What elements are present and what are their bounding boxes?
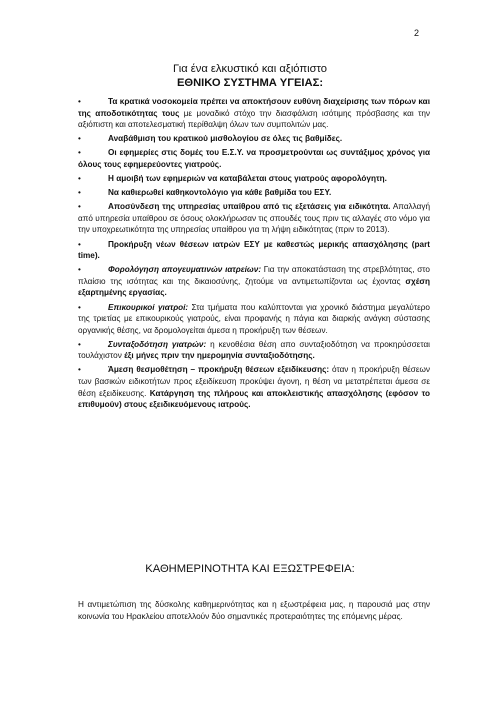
- list-item: • Να καθιερωθεί καθηκοντολόγιο για κάθε βαθμίδα του ΕΣΥ.: [78, 188, 332, 198]
- list-item: • Η αμοιβή των εφημεριών να καταβάλεται στους γιατρούς αφορολόγητη.: [78, 174, 387, 184]
- list-item: • Αναβάθμιση του κρατικού μισθολογίου σε όλες τις βαθμίδες.: [78, 134, 343, 144]
- bullet-icon: •: [78, 202, 81, 212]
- bullet-icon: •: [78, 239, 81, 249]
- bullet-icon: •: [78, 365, 81, 375]
- bullet-list: [78, 96, 430, 413]
- list-item: • Συνταξοδότηση γιατρών: η κενοθέσια θέση απο συνταξιοδότηση να προκηρύσσεται τουλάχιστον έξι μήνες πριν την ημερομηνία συνταξιοδότησης.: [78, 339, 431, 361]
- bullet-icon: •: [78, 97, 81, 106]
- document-title-line-2: ΕΘΝΙΚΟ ΣΥΣΤΗΜΑ ΥΓΕΙΑΣ:: [176, 77, 324, 89]
- bullet-icon: •: [78, 339, 81, 349]
- list-item: • Άμεση θεσμοθέτηση – προκήρυξη θέσεων εξειδίκευσης: όταν η προκήρυξη θέσεων των βασικών ειδικοτήτων προς εξειδίκευση προκύψει άγονη, η θέση να μετατρέπεται άμεσα σε θέση εξειδίκευσης. Κατάργηση της πλήρους και αποκλειστικής απασχόλησης (εφόσον το επιθυμούν) στους εξειδικευόμενους ιατρούς.: [78, 365, 430, 410]
- bullet-icon: •: [78, 188, 81, 198]
- list-item: • Φορολόγηση απογευματινών ιατρείων: Για την αποκατάσταση της στρεβλότητας, στο πλαίσιο της ισότητας και της δικαιοσύνης, ζητούμε να αντιμετωπίζονται ως έχοντας σχέση εξαρτημένης εργασίας.: [78, 265, 430, 298]
- bullet-icon: •: [78, 174, 81, 184]
- list-item: • Αποσύνδεση της υπηρεσίας υπαίθρου από τις εξετάσεις για ειδικότητα. Απαλλαγή από υπηρεσία υπαίθρου σε όσους ολοκλήρωσαν τις σπουδές τους πριν τις αλλαγές στο νόμο για την υποχρεωτικότητα της υπηρεσίας υπαίθρου για τη λήψη ειδικότητας (πριν το 2013).: [78, 202, 430, 235]
- list-item: • Προκήρυξη νέων θέσεων ιατρών ΕΣΥ με καθεστώς μερικής απασχόλησης (part time).: [78, 239, 430, 261]
- list-item: • Επικουρικοί γιατροί: Στα τμήματα που καλύπτονται για χρονικό διάστημα μεγαλύτερο της τριετίας με επικουρικούς γιατρούς, είναι προφανής η πάγια και διαρκής ανάγκη σύστασης οργανικής θέσης, να δρομολογείται άμεσα η προκήρυξη των θέσεων.: [78, 302, 430, 335]
- section-title: ΚΑΘΗΜΕΡΙΝΟΤΗΤΑ ΚΑΙ ΕΞΩΣΤΡΕΦΕΙΑ:: [145, 563, 355, 575]
- bullet-icon: •: [78, 302, 81, 312]
- document-title-line-1: Για ένα ελκυστικό και αξιόπιστο: [173, 63, 327, 75]
- page-number: 2: [414, 28, 420, 38]
- bullet-icon: •: [78, 148, 81, 158]
- list-item: • Τα κρατικά νοσοκομεία πρέπει να αποκτήσουν ευθύνη διαχείρισης των πόρων και της αποδοτικότητας τους με μοναδικό στόχο την διασφάλιση ισότιμης πρόσβασης και την αξιόπιστη και αποτελεσματική περίθαλψη όλων των συμπολιτών μας.: [78, 97, 430, 130]
- bullet-icon: •: [78, 265, 81, 275]
- list-item: • Οι εφημερίες στις δομές του Ε.Σ.Υ. να προσμετρούνται ως συντάξιμος χρόνος για όλους τους εφημερεύοντες γιατρούς.: [78, 148, 430, 169]
- closing-paragraph: Η αντιμετώπιση της δύσκολης καθημερινότητας και η εξωστρέφεια μας, η παρουσιά μας στην κοινωνία του Ηρακλείου αποτελλούν δύο σημαντικές προτεραιότητες της επόμενης μέρας.: [78, 600, 430, 621]
- bullet-icon: •: [78, 134, 81, 144]
